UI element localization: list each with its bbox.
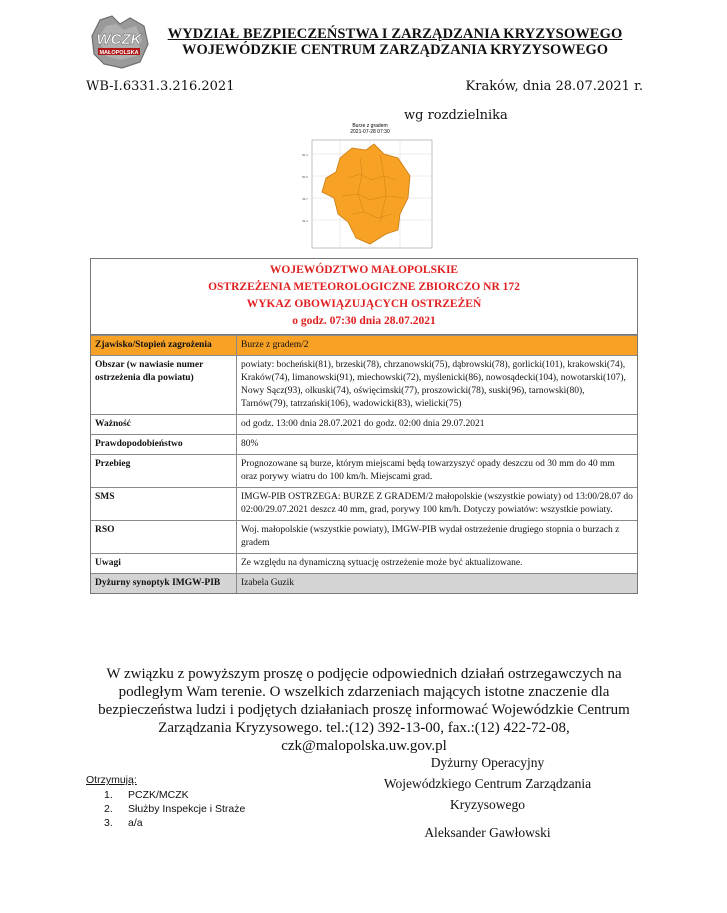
- table-row: [91, 574, 637, 594]
- header-center: WOJEWÓDZKIE CENTRUM ZARZĄDZANIA KRYZYSOWEGO: [181, 42, 609, 58]
- place-date: Kraków, dnia 28.07.2021 r.: [465, 79, 643, 94]
- warning-title-time: o godz. 07:30 dnia 28.07.2021: [292, 315, 436, 327]
- map-subtitle: 2021-07-28 07:30: [350, 129, 390, 135]
- row-value: od godz. 13:00 dnia 28.07.2021 do godz. 02:00 dnia 29.07.2021: [237, 415, 638, 435]
- row-label: Dyżurny synoptyk IMGW-PIB: [91, 574, 237, 594]
- closing-paragraph: W związku z powyższym proszę o podjęcie odpowiednich działań ostrzegawczych na podległym Wam terenie. O wszelkich zdarzeniach mających istotne znaczenie dla bezpieczeństwa ludzi i podjętych działaniach proszę informować Wojewódzkie Centrum Zarządzania Kryzysowego. tel.:(12) 392-13-00, fax.:(12) 422-72-08, czk@malopolska.uw.gov.pl: [98, 666, 630, 754]
- row-label: Przebieg: [91, 455, 237, 488]
- table-row: [91, 336, 637, 356]
- reference-number: WB-I.6331.3.216.2021: [86, 79, 235, 94]
- row-value: Ze względu na dynamiczną sytuację ostrzeżenie może być aktualizowane.: [237, 554, 638, 574]
- header-department: WYDZIAŁ BEZPIECZEŃSTWA I ZARZĄDZANIA KRYZYSOWEGO: [167, 26, 623, 42]
- signer-name: Aleksander Gawłowski: [424, 825, 551, 840]
- row-value: Burze z gradem/2: [237, 336, 638, 356]
- table-row: [91, 488, 637, 521]
- row-value: IMGW-PIB OSTRZEGA: BURZE Z GRADEM/2 małopolskie (wszystkie powiaty) od 13:00/28.07 do 02:00/29.07.2021 deszcz 40 mm, grad, porywy 100 km/h. Dotyczy powiatów: wszystkie powiaty.: [237, 488, 638, 521]
- row-label: RSO: [91, 521, 237, 554]
- svg-text:50.0: 50.0: [302, 175, 308, 179]
- signature-unit-cont: Kryzysowego: [450, 797, 525, 812]
- list-item: 3. a/a: [104, 817, 143, 829]
- row-value: powiaty: bocheński(81), brzeski(78), chrzanowski(75), dąbrowski(78), gorlicki(101), krakowski(74), Kraków(74), limanowski(91), miechowski(72), myślenicki(86), nowosądecki(104), nowotarski(107), Nowy Sącz(93), olkuski(74), oświęcimski(77), proszowicki(78), suski(96), tarnowski(80), Tarnów(79), tatrzański(106), wadowicki(83), wielicki(75): [237, 356, 638, 415]
- signature-role: Dyżurny Operacyjny: [430, 755, 545, 770]
- warning-title-list: WYKAZ OBOWIĄZUJĄCYCH OSTRZEŻEŃ: [246, 298, 482, 310]
- row-value: Prognozowane są burze, którym miejscami będą towarzyszyć opady deszczu od 30 mm do 40 mm oraz porywy wiatru do 100 km/h. Miejscami grad.: [237, 455, 638, 488]
- row-value: 80%: [237, 435, 638, 455]
- list-item: 2. Służby Inspekcje i Straże: [104, 803, 246, 815]
- table-row: [91, 435, 637, 455]
- row-label: Uwagi: [91, 554, 237, 574]
- list-item: 1. PCZK/MCZK: [104, 789, 189, 801]
- warning-title-voivodeship: WOJEWÓDZTWO MAŁOPOLSKIE: [269, 264, 459, 276]
- table-row: [91, 521, 637, 554]
- logo-subtext: MAŁOPOLSKA: [99, 50, 139, 56]
- row-label: Zjawisko/Stopień zagrożenia: [91, 336, 237, 356]
- warning-header: [91, 259, 637, 335]
- svg-text:49.7: 49.7: [302, 197, 308, 201]
- logo-text: WCZK: [96, 31, 142, 48]
- svg-text:50.4: 50.4: [302, 153, 308, 157]
- signature-block: [370, 752, 605, 815]
- signature-unit: Wojewódzkiego Centrum Zarządzania: [383, 776, 592, 791]
- warning-table: [91, 335, 637, 593]
- table-row: [91, 415, 637, 435]
- table-row: [91, 455, 637, 488]
- row-value: Woj. małopolskie (wszystkie powiaty), IMGW-PIB wydał ostrzeżenie drugiego stopnia o burzach z gradem: [237, 521, 638, 554]
- warning-title-number: OSTRZEŻENIA METEOROLOGICZNE ZBIORCZO NR 172: [208, 281, 520, 293]
- table-row: [91, 554, 637, 574]
- warning-map: [300, 118, 440, 258]
- wczk-logo: [86, 10, 152, 70]
- distribution-note: wg rozdzielnika: [404, 108, 508, 123]
- row-label: Obszar (w nawiasie numer ostrzeżenia dla powiatu): [91, 356, 237, 415]
- recipients-list: [104, 788, 245, 830]
- row-label: Ważność: [91, 415, 237, 435]
- svg-text:49.4: 49.4: [302, 219, 308, 223]
- row-value: Izabela Guzik: [237, 574, 638, 594]
- recipients-title: Otrzymują:: [86, 774, 137, 786]
- table-row: [91, 356, 637, 415]
- map-title: Burze z gradem: [352, 123, 388, 129]
- row-label: SMS: [91, 488, 237, 521]
- row-label: Prawdopodobieństwo: [91, 435, 237, 455]
- warning-box: [90, 258, 638, 594]
